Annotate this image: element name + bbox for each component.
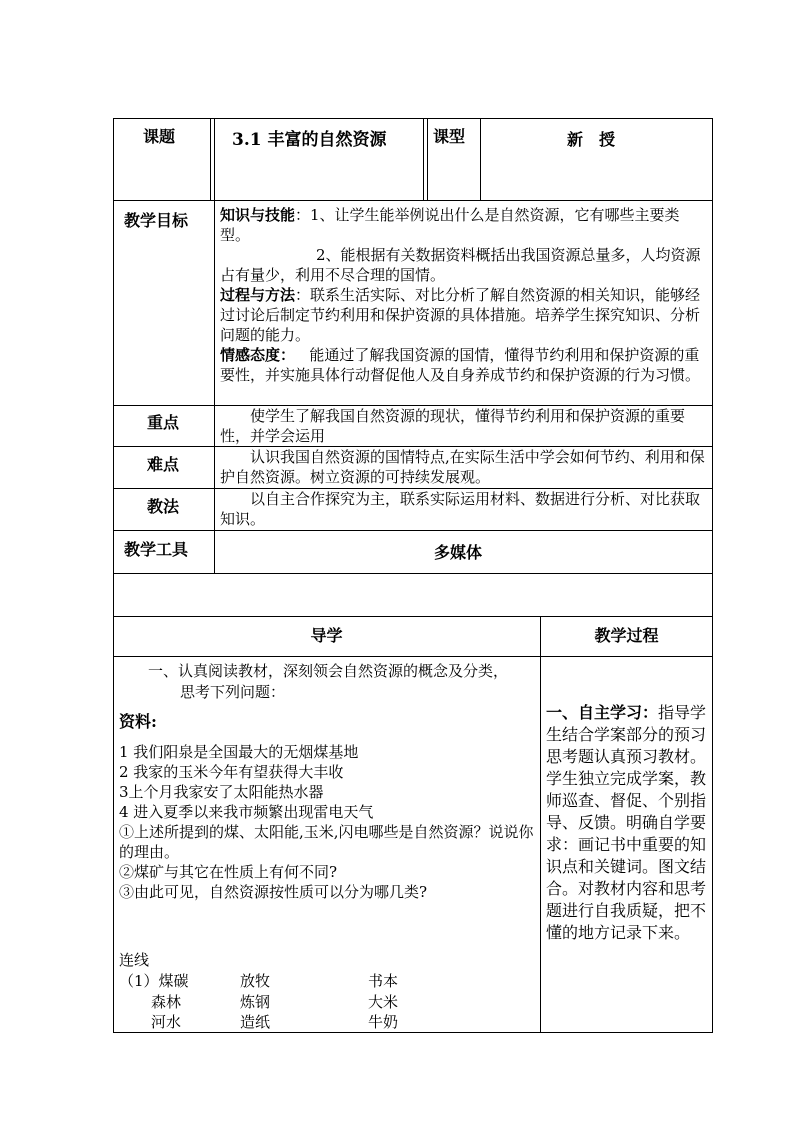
rule-type-col [480,118,481,200]
label-method: 教法 [147,497,180,516]
rule-title-col-inner [427,118,428,200]
connect-row-3-b: 造纸 [240,1013,271,1031]
objective-knowledge-2: 2、能根据有关数据资料概括出我国资源总量多，人均资源占有量少，利用不尽合理的国情。 [220,246,701,284]
objectives-content [220,205,708,385]
knowledge-1-text: ：1、让学生能举例说出什么是自然资源，它有哪些主要类型。 [220,206,680,244]
process-text: ：联系生活实际、对比分析了解自然资源的相关知识，能够经过讨论后制定节约利用和保护资源的具体措施。培养学生探究知识、分析问题的能力。 [220,286,701,344]
rule-after-header [113,200,713,201]
emotion-text: 能通过了解我国资源的国情，懂得节约利用和保护资源的重要性，并实施具体行动督促他人及自身养成节约和保护资源的行为习惯。 [220,346,701,384]
question-item: ①上述所提到的煤、太阳能,玉米,闪电哪些是自然资源？说说你的理由。 [119,823,534,861]
guide-intro-line1: 一、认真阅读教材，深刻领会自然资源的概念及分类， [148,662,509,680]
process-content [546,702,708,944]
connect-row-1-b: 放牧 [240,972,271,990]
rule-after-blank [113,616,713,617]
material-item: 4 进入夏季以来我市频繁出现雷电天气 [119,803,374,821]
label-objectives: 教学目标 [124,211,189,230]
guide-header: 导学 [310,626,343,645]
rule-after-tools [113,573,713,574]
rule-label-col-inner [210,118,211,200]
lesson-type: 新 授 [567,130,616,149]
rule-top [113,118,713,119]
process-label: 过程与方法 [220,286,296,304]
material-title: 资料: [119,712,157,731]
tools-value: 多媒体 [434,543,483,562]
knowledge-label: 知识与技能 [220,206,296,224]
connect-row-1-a: （1）煤碳 [119,972,189,990]
rule-bottom [113,1032,713,1033]
process-header: 教学过程 [594,626,659,645]
rule-after-guide-header [113,656,713,657]
connect-row-3-c: 牛奶 [368,1013,399,1031]
process-step-label: 一、自主学习： [546,703,659,722]
connect-row-1-c: 书本 [368,972,399,990]
label-keypoint: 重点 [147,413,180,432]
connect-row-3-a: 河水 [151,1013,182,1031]
label-type: 课型 [433,127,466,146]
connect-row-2-b: 炼钢 [240,993,271,1011]
question-item: ③由此可见，自然资源按性质可以分为哪几类? [119,883,428,901]
connect-row-2-a: 森林 [151,993,182,1011]
rule-left [113,118,114,1033]
objective-process [220,285,708,345]
page-title: 3.1 丰富的自然资源 [232,130,387,150]
method-text: 以自主合作探究为主，联系实际运用材料、数据进行分析、对比获取知识。 [220,490,701,528]
rule-guide-col [540,616,541,1032]
material-item: 3上个月我家安了太阳能热水器 [119,783,324,801]
materials-list [119,742,535,902]
label-tools: 教学工具 [124,540,189,559]
connect-title: 连线 [119,951,150,969]
emotion-label: 情感态度： [220,346,296,364]
rule-after-method [113,530,713,531]
material-item: 2 我家的玉米今年有望获得大丰收 [119,763,344,781]
guide-intro-line2: 思考下列问题： [180,683,286,701]
connect-row-2-c: 大米 [368,993,399,1011]
process-step-text: 指导学生结合学案部分的预习思考题认真预习教材。学生独立完成学案，教师巡查、督促、个别指导、反馈。明确自学要求：画记书中重要的知识点和关键词。图文结合。对教材内容和思考题进行自我质疑，把不懂的地方记录下来。 [546,703,707,942]
objective-emotion [220,345,708,385]
question-item: ②煤矿与其它在性质上有何不同? [119,863,338,881]
rule-right [712,118,713,1033]
difficulty-text: 认识我国自然资源的国情特点,在实际生活中学会如何节约、利用和保护自然资源。树立资源的可持续发展观。 [220,448,705,486]
label-difficulty: 难点 [147,455,180,474]
objective-knowledge-1 [220,205,708,245]
material-item: 1 我们阳泉是全国最大的无烟煤基地 [119,743,359,761]
rule-title-col [423,118,424,200]
label-title: 课题 [143,127,176,146]
keypoint-text: 使学生了解我国自然资源的现状，懂得节约利用和保护资源的重要性，并学会运用 [220,407,686,445]
rule-label-col [214,118,215,573]
